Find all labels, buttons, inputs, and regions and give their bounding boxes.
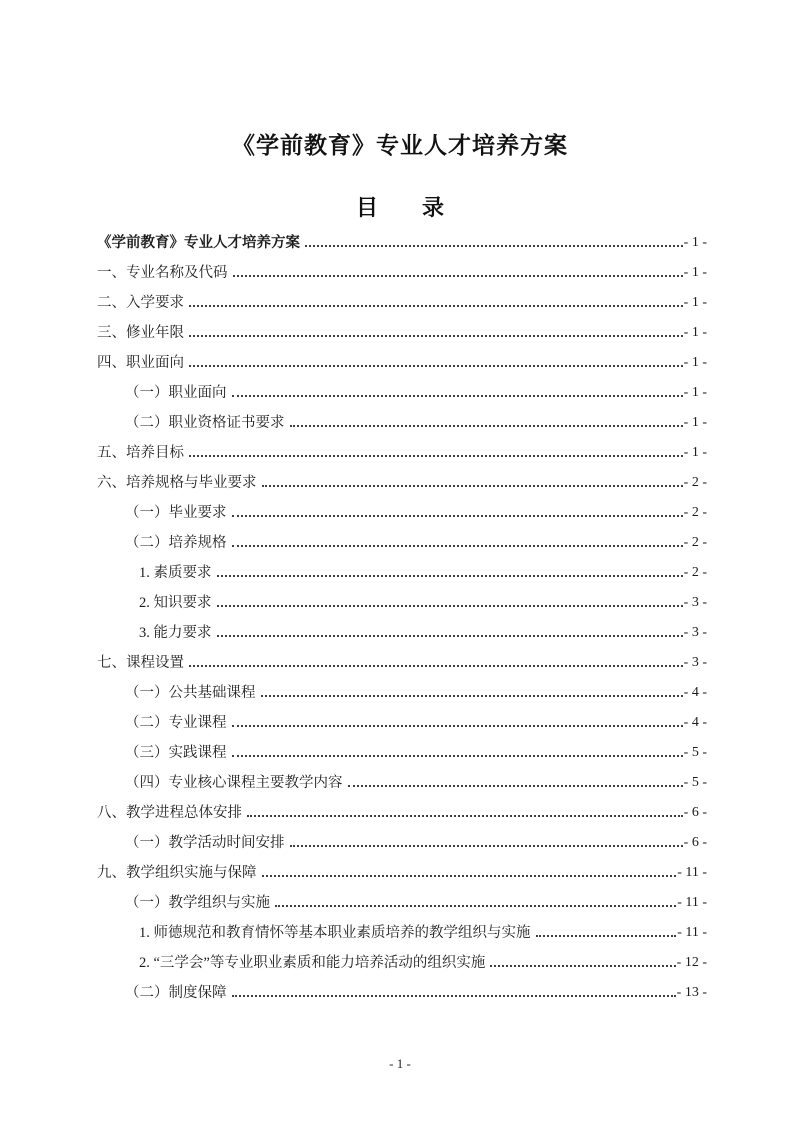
toc-page-number: - 4 - xyxy=(683,715,707,731)
toc-page-number: - 11 - xyxy=(677,865,707,881)
toc-entry-text: （一）毕业要求 xyxy=(125,504,227,521)
toc-entry-text: 1. 素质要求 xyxy=(139,564,212,581)
toc-page-number: - 2 - xyxy=(683,475,707,491)
toc-entry-text: 《学前教育》专业人才培养方案 xyxy=(97,234,300,251)
toc-leader-dots xyxy=(189,335,683,337)
toc-leader-dots xyxy=(275,905,676,907)
toc-entry[interactable] xyxy=(97,852,707,882)
toc-leader-dots xyxy=(189,665,683,667)
toc-entry-text: 3. 能力要求 xyxy=(139,624,212,641)
toc-leader-dots xyxy=(232,395,683,397)
toc-entry-text: （二）职业资格证书要求 xyxy=(125,414,285,431)
toc-entry-text: 四、职业面向 xyxy=(97,354,184,371)
toc-page-number: - 2 - xyxy=(683,505,707,521)
toc-leader-dots xyxy=(348,785,683,787)
toc-leader-dots xyxy=(247,815,683,817)
toc-page-number: - 5 - xyxy=(683,745,707,761)
toc-entry-text: 六、培养规格与毕业要求 xyxy=(97,474,257,491)
toc-page-number: - 3 - xyxy=(683,625,707,641)
toc-entry-text: 2. 知识要求 xyxy=(139,594,212,611)
toc-leader-dots xyxy=(261,695,683,697)
toc-page-number: - 1 - xyxy=(683,445,707,461)
toc-entry-text: 一、专业名称及代码 xyxy=(97,264,228,281)
toc-page-number: - 4 - xyxy=(683,685,707,701)
toc-leader-dots xyxy=(189,305,683,307)
toc-entry[interactable] xyxy=(97,402,707,432)
toc-entry-text: （一）公共基础课程 xyxy=(125,684,256,701)
page-footer-number: - 1 - xyxy=(389,1056,411,1071)
toc-page-number: - 13 - xyxy=(676,985,707,1001)
toc-entry[interactable] xyxy=(97,372,707,402)
toc-page-number: - 1 - xyxy=(683,385,707,401)
toc-entry-text: 八、教学进程总体安排 xyxy=(97,804,242,821)
toc-page-number: - 5 - xyxy=(683,775,707,791)
toc-entry[interactable] xyxy=(97,762,707,792)
toc-entry[interactable] xyxy=(97,672,707,702)
toc-leader-dots xyxy=(217,635,683,637)
toc-page-number: - 11 - xyxy=(677,925,707,941)
toc-leader-dots xyxy=(232,725,683,727)
toc-leader-dots xyxy=(189,365,683,367)
toc-entry-text: （三）实践课程 xyxy=(125,744,227,761)
toc-entry[interactable] xyxy=(97,492,707,522)
toc-entry[interactable] xyxy=(97,912,707,942)
toc-leader-dots xyxy=(305,245,683,247)
toc-page-number: - 1 - xyxy=(683,265,707,281)
toc-entry-text: （四）专业核心课程主要教学内容 xyxy=(125,774,343,791)
toc-page-number: - 3 - xyxy=(683,595,707,611)
toc-page-number: - 1 - xyxy=(683,325,707,341)
toc-entry[interactable] xyxy=(97,732,707,762)
toc-leader-dots xyxy=(217,605,683,607)
toc-leader-dots xyxy=(233,275,683,277)
toc-entry-text: 二、入学要求 xyxy=(97,294,184,311)
toc-page-number: - 1 - xyxy=(683,295,707,311)
toc-leader-dots xyxy=(189,455,683,457)
toc-entry[interactable] xyxy=(97,792,707,822)
toc-page-number: - 12 - xyxy=(676,955,707,971)
toc-page-number: - 3 - xyxy=(683,655,707,671)
toc-page-number: - 1 - xyxy=(683,235,707,251)
toc-leader-dots xyxy=(290,425,683,427)
toc-entry[interactable] xyxy=(97,612,707,642)
toc-entry-text: （二）专业课程 xyxy=(125,714,227,731)
toc-entry[interactable] xyxy=(97,942,707,972)
toc-page-number: - 1 - xyxy=(683,355,707,371)
toc-entry[interactable] xyxy=(97,222,707,252)
toc-leader-dots xyxy=(217,575,683,577)
toc-entry[interactable] xyxy=(97,312,707,342)
toc-entry[interactable] xyxy=(97,552,707,582)
toc-leader-dots xyxy=(490,965,675,967)
toc-heading: 目 录 xyxy=(355,195,444,220)
toc-leader-dots xyxy=(232,995,676,997)
toc-entry-text: 1. 师德规范和教育情怀等基本职业素质培养的教学组织与实施 xyxy=(139,924,531,941)
toc-leader-dots xyxy=(290,845,683,847)
toc-leader-dots xyxy=(536,935,677,937)
toc-entry[interactable] xyxy=(97,252,707,282)
toc-entry-text: （二）制度保障 xyxy=(125,984,227,1001)
toc-page-number: - 1 - xyxy=(683,415,707,431)
toc-leader-dots xyxy=(232,515,683,517)
toc-entry[interactable] xyxy=(97,972,707,1002)
toc-entry[interactable] xyxy=(97,882,707,912)
toc-entry-text: 七、课程设置 xyxy=(97,654,184,671)
toc-entry[interactable] xyxy=(97,432,707,462)
toc-page-number: - 6 - xyxy=(683,805,707,821)
toc-entry[interactable] xyxy=(97,642,707,672)
document-title: 《学前教育》专业人才培养方案 xyxy=(232,132,568,158)
toc-entry[interactable] xyxy=(97,822,707,852)
toc-entry-text: 2. “三学会”等专业职业素质和能力培养活动的组织实施 xyxy=(139,954,486,971)
toc-page-number: - 6 - xyxy=(683,835,707,851)
toc-leader-dots xyxy=(262,875,677,877)
toc-leader-dots xyxy=(262,485,683,487)
toc-entry[interactable] xyxy=(97,282,707,312)
toc-entry-text: （一）职业面向 xyxy=(125,384,227,401)
toc-entry-text: （一）教学组织与实施 xyxy=(125,894,270,911)
toc-entry[interactable] xyxy=(97,342,707,372)
toc-entry[interactable] xyxy=(97,702,707,732)
toc-page-number: - 11 - xyxy=(677,895,707,911)
toc-entry-text: （一）教学活动时间安排 xyxy=(125,834,285,851)
toc-entry-text: 五、培养目标 xyxy=(97,444,184,461)
toc-entry[interactable] xyxy=(97,522,707,552)
toc-entry[interactable] xyxy=(97,462,707,492)
toc-entry[interactable] xyxy=(97,582,707,612)
toc-page-number: - 2 - xyxy=(683,535,707,551)
toc-entry-text: 三、修业年限 xyxy=(97,324,184,341)
toc-entry-text: 九、教学组织实施与保障 xyxy=(97,864,257,881)
toc-leader-dots xyxy=(232,545,683,547)
toc-leader-dots xyxy=(232,755,683,757)
toc-page-number: - 2 - xyxy=(683,565,707,581)
toc-entry-text: （二）培养规格 xyxy=(125,534,227,551)
toc-list xyxy=(97,222,707,1002)
